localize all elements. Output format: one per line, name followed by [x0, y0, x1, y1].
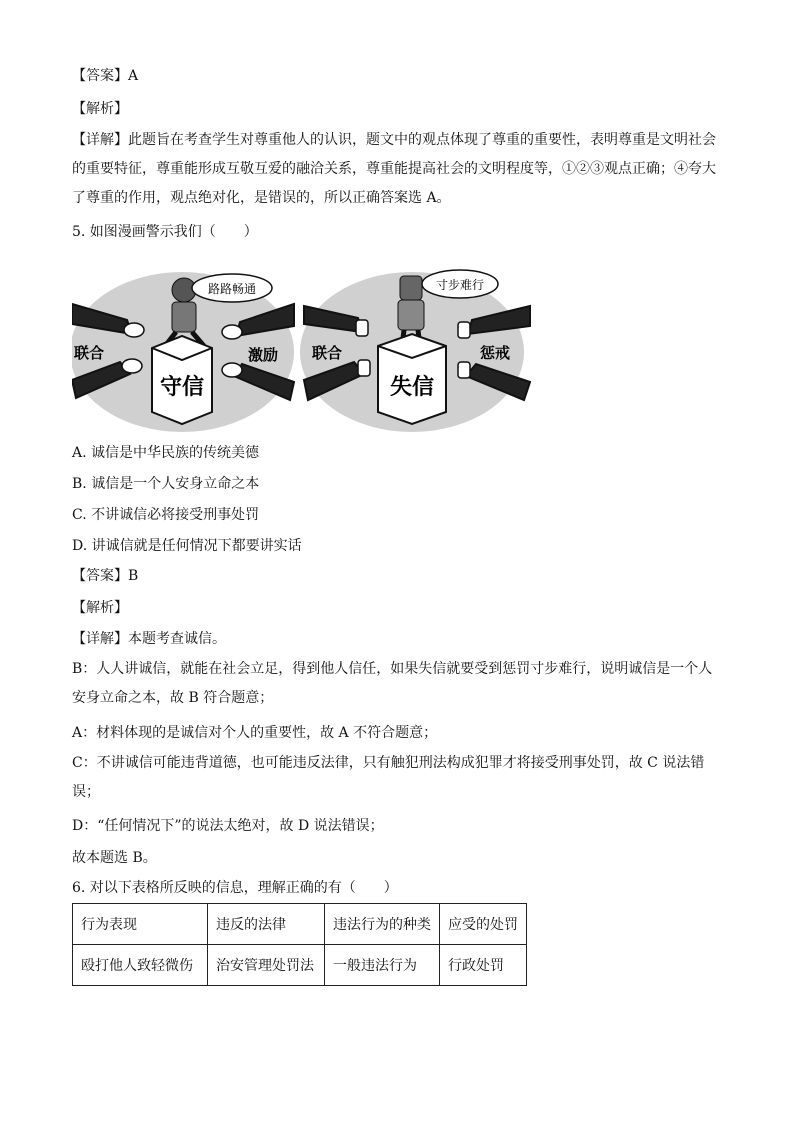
table-header-row [73, 904, 527, 945]
option-b: B. 诚信是一个人安身立命之本 [72, 476, 260, 492]
right-block-text: 失信 [389, 375, 435, 400]
right-label-punish: 惩戒 [480, 344, 511, 362]
table-cell: 殴打他人致轻微伤 [73, 945, 208, 986]
answer-label: 【答案】A [72, 68, 139, 84]
analysis-label: 【解析】 [72, 101, 128, 117]
conclusion: 故本题选 B。 [72, 850, 157, 866]
question-6-stem: 6. 对以下表格所反映的信息，理解正确的有（ ） [72, 880, 398, 896]
analysis-label: 【解析】 [72, 600, 128, 616]
option-d: D. 讲诚信就是任何情况下都要讲实话 [72, 538, 302, 554]
table-header-cell: 行为表现 [73, 904, 208, 945]
right-label-unite: 联合 [312, 344, 343, 362]
table-header-cell: 违法行为的种类 [325, 904, 440, 945]
table-row [73, 945, 527, 986]
question-5-stem: 5. 如图漫画警示我们（ ） [72, 224, 258, 240]
answer-label: 【答案】B [72, 568, 139, 584]
comic-illustration [72, 262, 532, 432]
table-cell: 治安管理处罚法 [208, 945, 325, 986]
table-cell: 一般违法行为 [325, 945, 440, 986]
left-block-text: 守信 [159, 375, 205, 400]
left-label-encourage: 激励 [248, 346, 279, 364]
explanation-c: C：不讲诚信可能违背道德，也可能违反法律，只有触犯刑法构成犯罪才将接受刑事处罚，故 C 说法错误； [72, 755, 705, 800]
option-a: A. 诚信是中华民族的传统美德 [72, 445, 260, 461]
explanation-d: D：“任何情况下”的说法太绝对，故 D 说法错误； [72, 818, 384, 834]
explanation-b: B：人人讲诚信，就能在社会立足，得到他人信任，如果失信就要受到惩罚寸步难行，说明诚信是一个人安身立命之本，故 B 符合题意； [72, 661, 713, 706]
left-label-unite: 联合 [74, 344, 105, 362]
option-c: C. 不讲诚信必将接受刑事处罚 [72, 507, 260, 523]
explanation-a: A：材料体现的是诚信对个人的重要性，故 A 不符合题意； [72, 725, 438, 741]
right-bubble-text: 寸步难行 [435, 278, 485, 292]
table-cell: 行政处罚 [440, 945, 527, 986]
detail-paragraph: 【详解】此题旨在考查学生对尊重他人的认识，题文中的观点体现了尊重的重要性，表明尊重是文明社会的重要特征，尊重能形成互敬互爱的融洽关系，尊重能提高社会的文明程度等，①②③观点正确；④夸大了尊重的作用，观点绝对化，是错误的，所以正确答案选 A。 [72, 132, 716, 206]
table-header-cell: 应受的处罚 [440, 904, 527, 945]
detail-intro: 【详解】本题考查诚信。 [72, 631, 226, 647]
table-header-cell: 违反的法律 [208, 904, 325, 945]
left-bubble-text: 路路畅通 [207, 282, 257, 296]
info-table [72, 903, 527, 986]
